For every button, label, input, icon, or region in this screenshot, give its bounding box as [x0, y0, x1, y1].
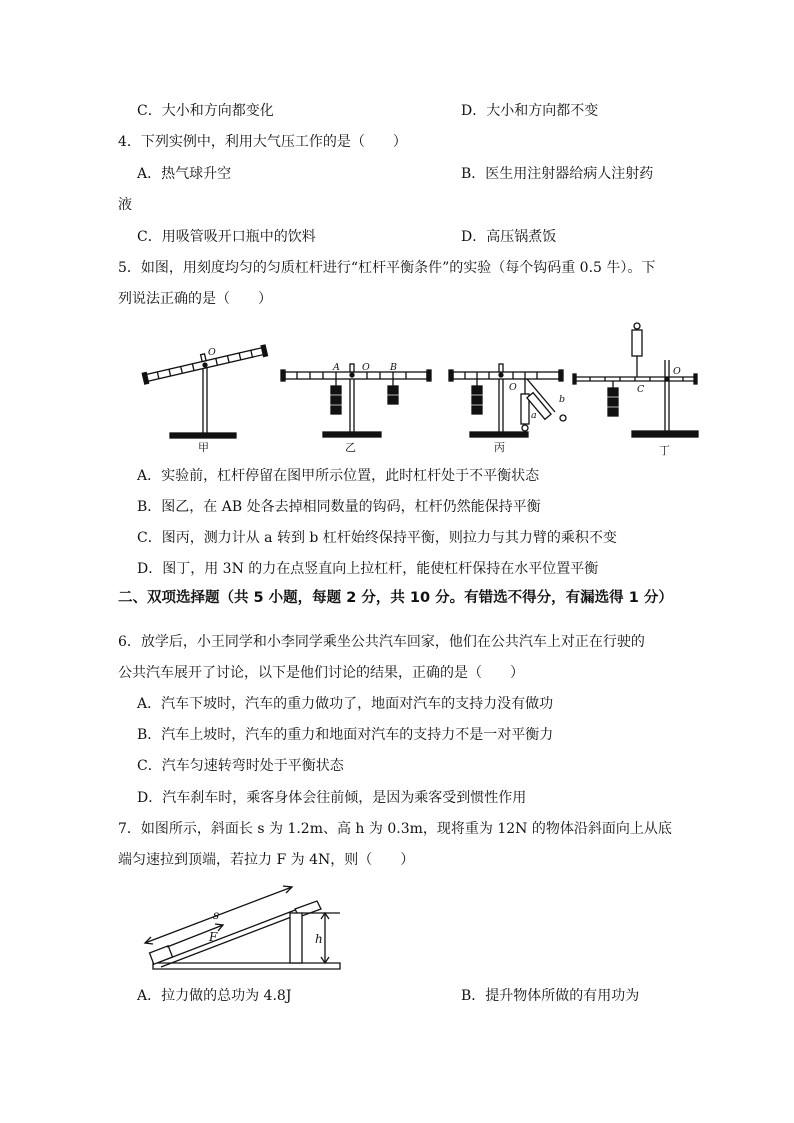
q6-stem-line1: 6．放学后，小王同学和小李同学乘坐公共汽车回家，他们在公共汽车上对正在行驶的	[118, 634, 645, 650]
caption-ding: 丁	[659, 444, 670, 457]
q4-option-c: C．用吸管吸开口瓶中的饮料	[137, 229, 316, 245]
q7-stem-line2: 端匀速拉到顶端，若拉力 F 为 4N，则（ ）	[118, 852, 415, 868]
label-yi-B: B	[390, 362, 397, 373]
label-jia-O: O	[208, 347, 216, 358]
label-ding-O: O	[673, 366, 681, 377]
q3-option-d: D．大小和方向都不变	[461, 103, 599, 119]
q5-stem-line1: 5．如图，用刻度均匀的匀质杠杆进行“杠杆平衡条件”的实验（每个钩码重 0.5 牛）。下	[118, 260, 656, 276]
q7-incline-figure	[135, 885, 350, 975]
lever-jia	[141, 340, 267, 438]
q7-option-b: B．提升物体所做的有用功为	[461, 988, 640, 1004]
q5-option-a: A．实验前，杠杆停留在图甲所示位置，此时杠杆处于不平衡状态	[137, 468, 540, 484]
label-F: F	[209, 930, 218, 944]
lever-yi	[281, 364, 431, 437]
q4-option-b: B．医生用注射器给病人注射药	[461, 166, 654, 182]
label-bing-a: a	[531, 410, 537, 421]
q5-stem-line2: 列说法正确的是（ ）	[118, 291, 272, 307]
q5-option-c: C．图丙，测力计从 a 转到 b 杠杆始终保持平衡，则拉力与其力臂的乘积不变	[137, 530, 617, 546]
q7-stem-line1: 7．如图所示，斜面长 s 为 1.2m、高 h 为 0.3m，现将重为 12N 的物体沿斜面向上从底	[118, 821, 672, 837]
lever-bing	[449, 364, 566, 437]
q6-stem-line2: 公共汽车展开了讨论，以下是他们讨论的结果，正确的是（ ）	[118, 665, 524, 681]
label-yi-A: A	[333, 362, 340, 373]
label-h: h	[315, 932, 323, 946]
section-2-heading: 二、双项选择题（共 5 小题，每题 2 分，共 10 分。有错选不得分，有漏选得 1 分）	[118, 590, 673, 606]
label-yi-O: O	[362, 362, 370, 373]
caption-bing: 丙	[494, 441, 505, 454]
q6-option-d: D．汽车刹车时，乘客身体会往前倾，是因为乘客受到惯性作用	[137, 790, 527, 806]
label-ding-C: C	[637, 384, 645, 395]
q6-option-a: A．汽车下坡时，汽车的重力做功了，地面对汽车的支持力没有做功	[137, 696, 554, 712]
caption-yi: 乙	[345, 441, 356, 454]
q6-option-b: B．汽车上坡时，汽车的重力和地面对汽车的支持力不是一对平衡力	[137, 727, 554, 743]
q4-option-b-cont: 液	[118, 197, 132, 213]
q5-option-d: D．图丁，用 3N 的力在点竖直向上拉杠杆，能使杠杆保持在水平位置平衡	[137, 561, 599, 577]
q6-option-c: C．汽车匀速转弯时处于平衡状态	[137, 758, 344, 774]
label-bing-b: b	[559, 394, 566, 405]
q4-option-d: D．高压锅煮饭	[461, 229, 557, 245]
caption-jia: 甲	[198, 441, 209, 454]
q7-option-a: A．拉力做的总功为 4.8J	[137, 988, 292, 1004]
q4-stem: 4．下列实例中，利用大气压工作的是（ ）	[118, 134, 407, 150]
q4-option-a: A．热气球升空	[137, 166, 232, 182]
q5-option-b: B．图乙，在 AB 处各去掉相同数量的钩码，杠杆仍然能保持平衡	[137, 499, 541, 515]
q5-lever-figure	[135, 318, 705, 458]
lever-ding	[573, 323, 698, 437]
label-bing-O: O	[509, 382, 517, 393]
q3-option-c: C．大小和方向都变化	[137, 103, 274, 119]
label-s: s	[213, 908, 220, 922]
